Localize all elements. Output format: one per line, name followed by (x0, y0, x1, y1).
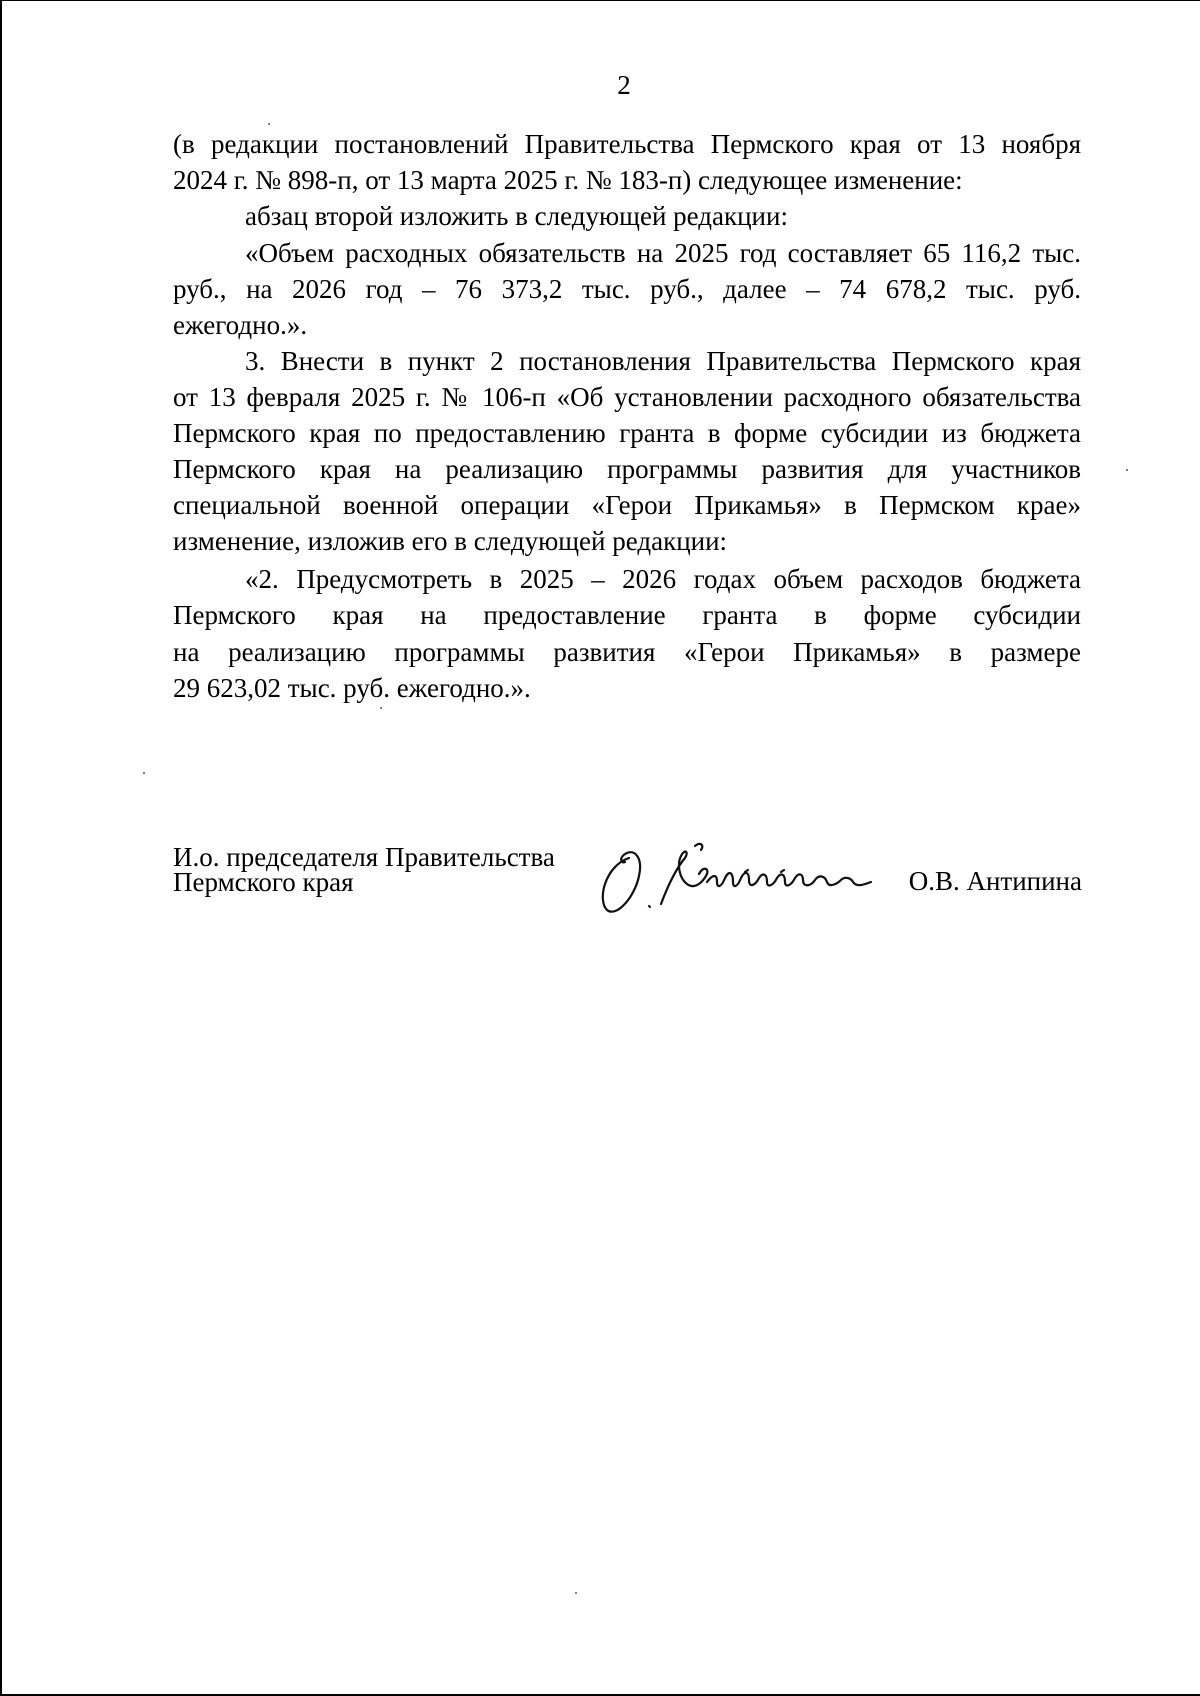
body-line: 29 623,02 тыс. руб. ежегодно.». (173, 673, 531, 703)
body-line: на реализацию программы развития «Герои Прикамья» в размере (173, 637, 1081, 667)
signatory-name: О.В. Антипина (908, 866, 1082, 896)
body-line: 3. Внести в пункт 2 постановления Правительства Пермского края (245, 346, 1081, 376)
body-line: (в редакции постановлений Правительства Пермского края от 13 ноября (173, 129, 1081, 159)
body-line: Пермского края на реализацию программы развития для участников (173, 454, 1081, 484)
scan-speck (268, 123, 270, 125)
signatory-position-line: И.о. председателя Правительства (173, 842, 555, 872)
scan-speck (380, 707, 382, 709)
body-line: изменение, изложив его в следующей редакции: (173, 526, 728, 556)
scan-speck (575, 1592, 577, 1594)
body-line: 2024 г. № 898-п, от 13 марта 2025 г. № 183-п) следующее изменение: (173, 165, 963, 195)
signatory-position (173, 842, 555, 897)
body-line: «Объем расходных обязательств на 2025 год составляет 65 116,2 тыс. (245, 238, 1081, 268)
body-line: «2. Предусмотреть в 2025 – 2026 годах объем расходов бюджета (245, 564, 1081, 594)
body-line: ежегодно.». (173, 310, 308, 340)
scan-speck (1126, 469, 1128, 471)
handwritten-signature (595, 838, 925, 918)
body-line: от 13 февраля 2025 г. № 106-п «Об установлении расходного обязательства (173, 382, 1081, 412)
scan-speck (143, 772, 145, 774)
body-line: специальной военной операции «Герои Прикамья» в Пермском крае» (173, 490, 1081, 520)
page-number: 2 (617, 70, 631, 100)
body-line: руб., на 2026 год – 76 373,2 тыс. руб., далее – 74 678,2 тыс. руб. (173, 274, 1081, 304)
signatory-position-line: Пермского края (173, 867, 354, 897)
body-line: Пермского края по предоставлению гранта в форме субсидии из бюджета (173, 418, 1081, 448)
body-line: абзац второй изложить в следующей редакции: (245, 201, 788, 231)
body-line: Пермского края на предоставление гранта в форме субсидии (173, 600, 1081, 630)
